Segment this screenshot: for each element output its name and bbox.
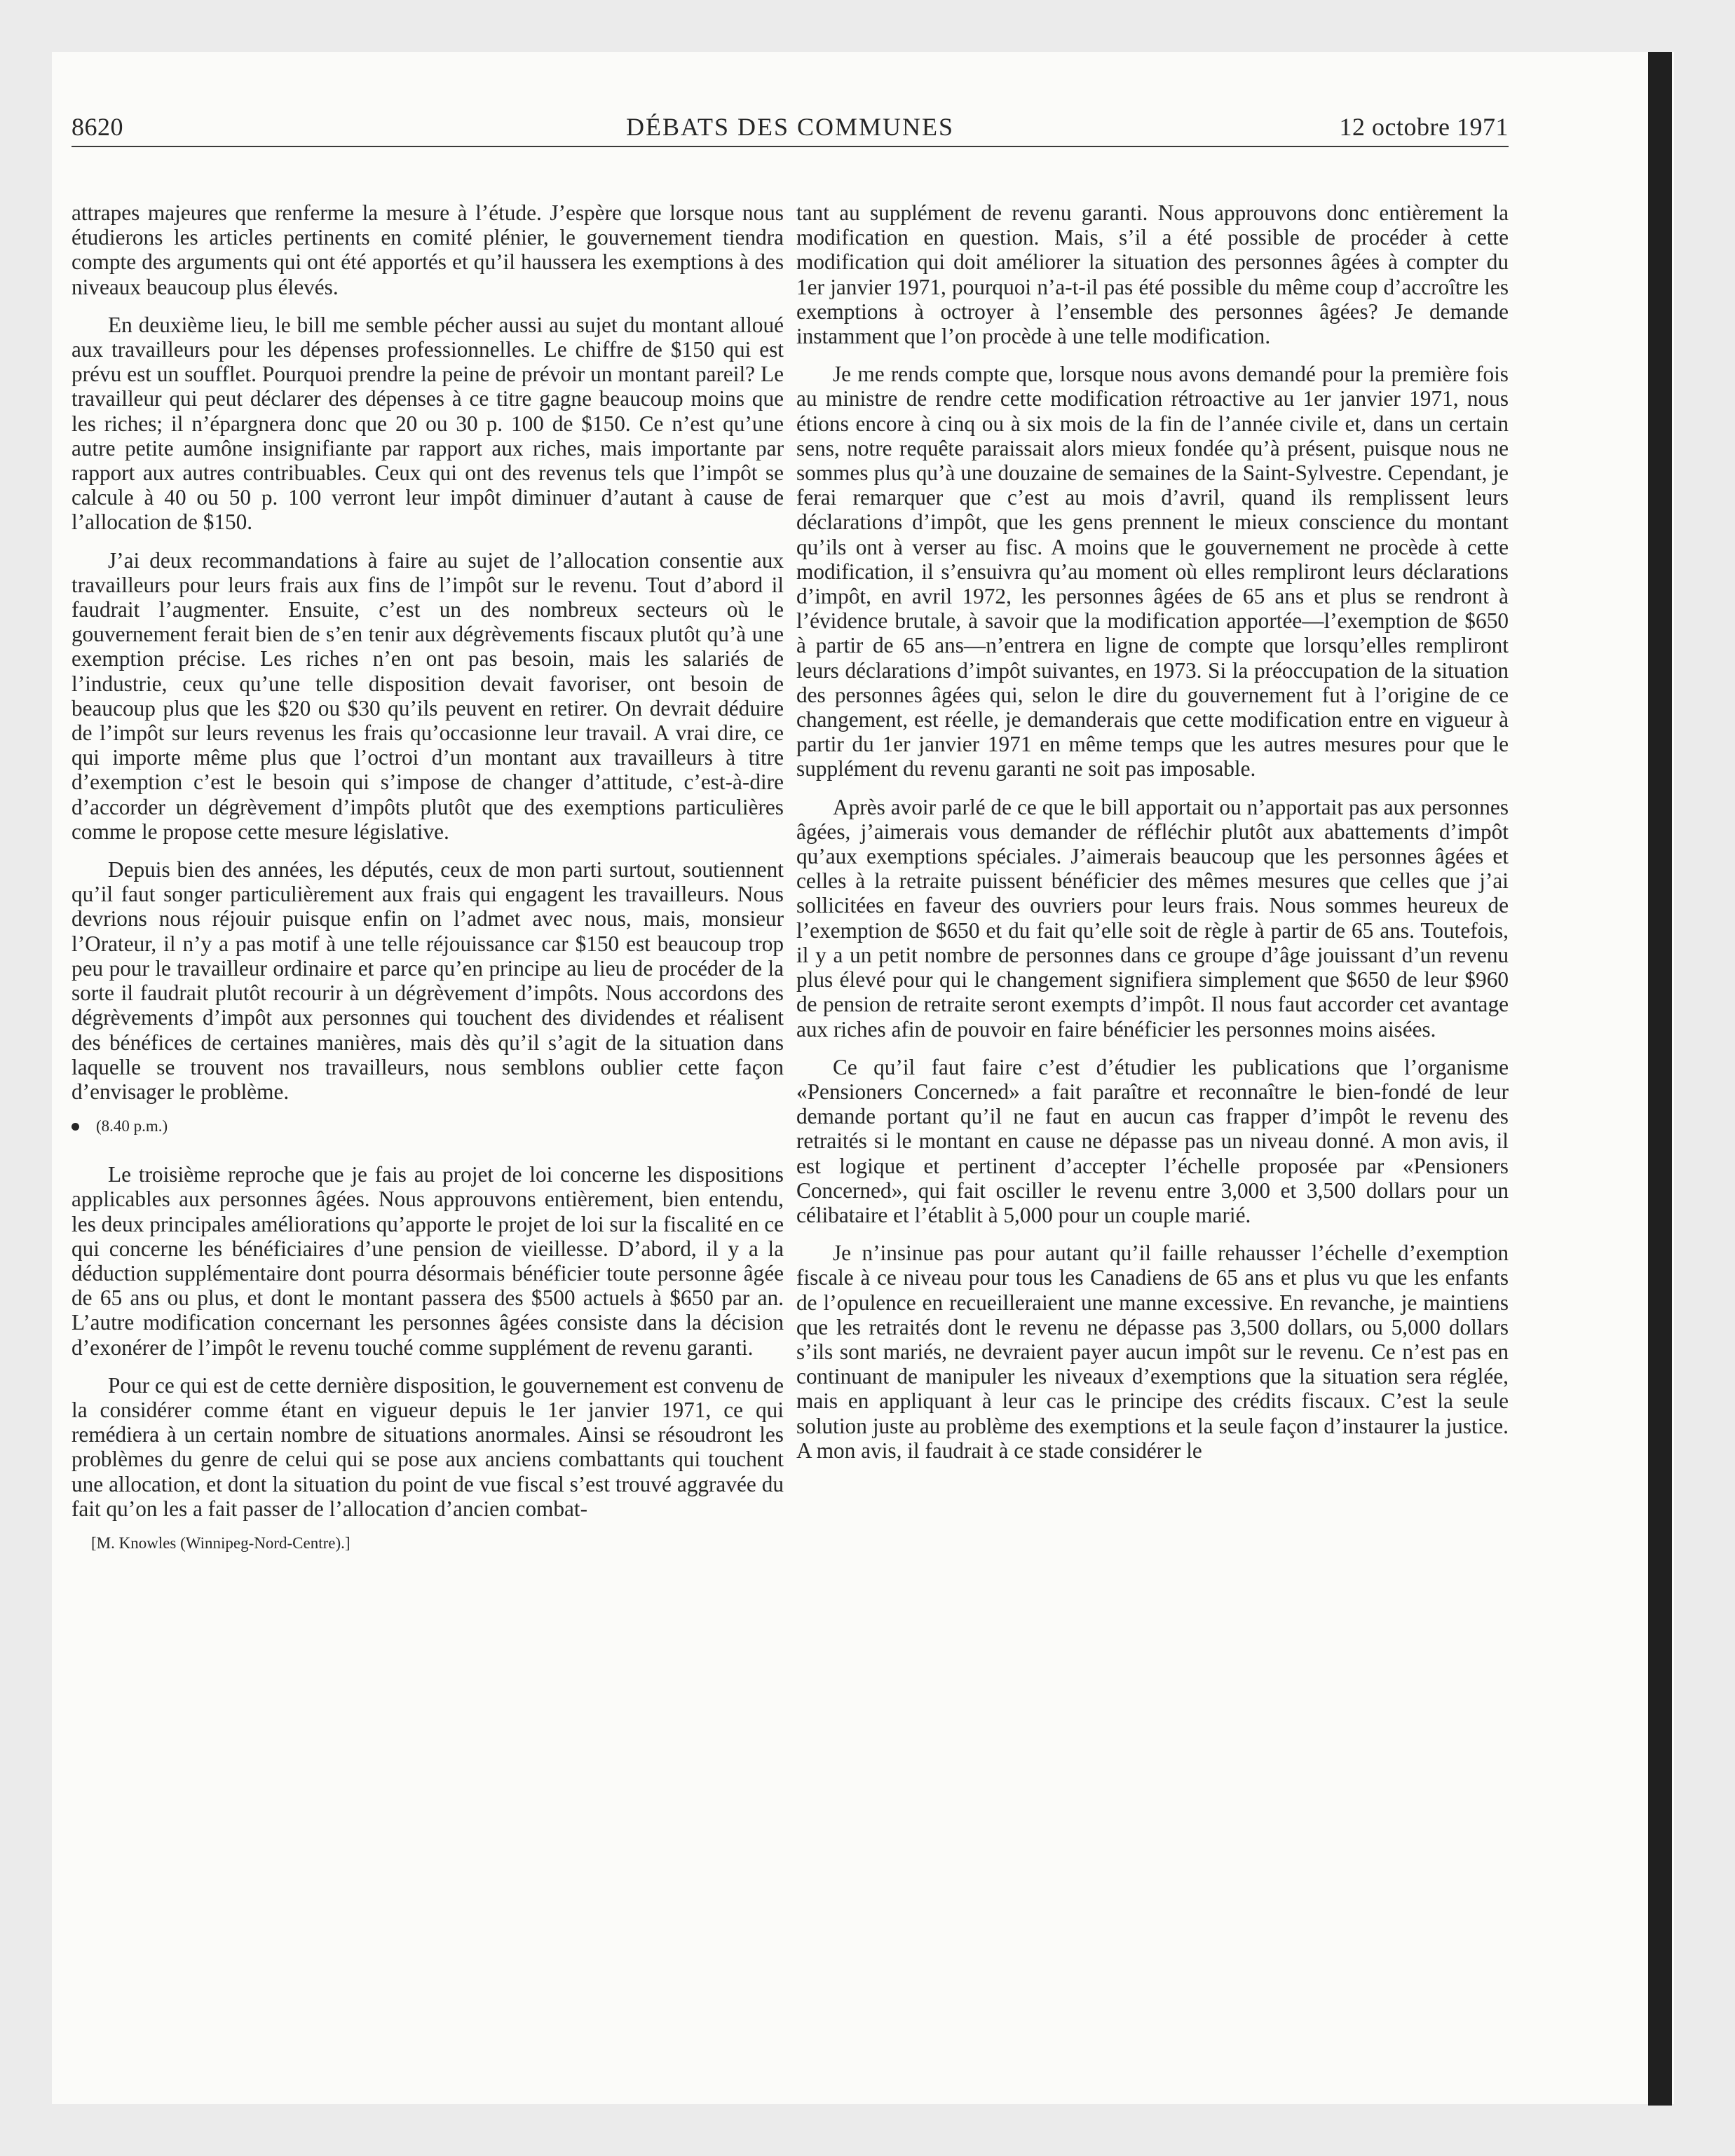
page-number: 8620 [72,113,123,141]
paragraph: Je n’insinue pas pour autant qu’il faille rehausser l’échelle d’exemption fiscale à ce niveau pour tous les Canadiens de 65 ans et plus vu que les enfants de l’opulence en recueilleraient une manne excessive. En revanche, je maintiens que les retraités dont le revenu ne dépasse pas 3,500 dollars, ou 5,000 dollars s’ils sont mariés, ne devraient payer aucun impôt sur le revenu. Ce n’est pas en continuant de manipuler les niveaux d’exemptions que la situation sera réglée, mais en appliquant à leur cas le principe des crédits fiscaux. C’est la seule solution juste au problème des exemptions et la seule façon d’instaurer la justice. A mon avis, il faudrait à ce stade considérer le [796,1241,1509,1463]
right-column [796,200,1509,1476]
paragraph: Depuis bien des années, les députés, ceux de mon parti surtout, soutiennent qu’il faut songer particulièrement aux frais qui engagent les travailleurs. Nous devrions nous réjouir puisque enfin on l’admet avec nous, mais, monsieur l’Orateur, il n’y a pas motif à une telle réjouissance car $150 est beaucoup trop peu pour le travailleur ordinaire et parce qu’en principe au lieu de procéder de la sorte il faudrait plutôt recourir à un dégrèvement d’impôts. Nous accordons des dégrèvements d’impôt aux personnes qui touchent des dividendes et réalisent des bénéfices de certaines manières, mais dès qu’il s’agit de la situation dans laquelle se trouvent nos travailleurs, nous semblons oublier cette façon d’envisager le problème. [72,857,784,1104]
running-header [72,112,1509,147]
time-marker-text: (8.40 p.m.) [96,1117,168,1135]
speaker-attribution: [M. Knowles (Winnipeg-Nord-Centre).] [91,1534,351,1552]
issue-date: 12 octobre 1971 [1339,113,1509,141]
bullet-icon [72,1123,79,1131]
left-column [72,200,784,1553]
paragraph: Après avoir parlé de ce que le bill apportait ou n’apportait pas aux personnes âgées, j’aimerais vous demander de réfléchir plutôt aux abattements d’impôt qu’aux exemptions spéciales. J’aimerais beaucoup que les personnes âgées et celles à la retraite puissent bénéficier des mêmes mesures que celles que j’ai sollicitées en faveur des ouvriers pour leurs frais. Nous sommes heureux de l’exemption de $650 et du fait qu’elle soit de règle à partir de 65 ans. Toutefois, il y a un petit nombre de personnes dans ce groupe d’âge jouissant d’un revenu plus élevé pour qui le changement signifiera simplement que $650 de leur $960 de pension de retraite seront exempts d’impôt. Il nous faut accorder cet avantage aux riches afin de pouvoir en faire bénéficier les personnes moins aisées. [796,794,1509,1042]
paragraph: Je me rends compte que, lorsque nous avons demandé pour la première fois au ministre de rendre cette modification rétroactive au 1er janvier 1971, nous étions encore à cinq ou à six mois de la fin de l’année civile et, dans un certain sens, notre requête paraissait alors mieux fondée qu’à présent, puisque nous ne sommes plus qu’à une douzaine de semaines de la Saint-Sylvestre. Cependant, je ferai remarquer que c’est au mois d’avril, quand ils remplissent leurs déclarations d’impôt, que les gens prennent le mieux conscience du montant qu’ils ont à verser au fisc. A moins que le gouvernement ne procède à cette modification, il s’ensuivra qu’au moment où elles rempliront leurs déclarations d’impôt, en avril 1972, les personnes âgées de 65 ans et plus se rendront à l’évidence brutale, à savoir que la modification apportée—l’exemption de $650 à partir de 65 ans—n’entrera en ligne de compte que lorsqu’elles rempliront leurs déclarations d’impôt suivantes, en 1973. Si la préoccupation de la situation des personnes âgées qui, selon le dire du gouvernement fut à l’origine de ce changement, est réelle, je demanderais que cette modification entre en vigueur à partir du 1er janvier 1971 en même temps que les autres mesures pour que le supplément du revenu garanti ne soit pas imposable. [796,362,1509,782]
paragraph: tant au supplément de revenu garanti. Nous approuvons donc entièrement la modification en question. Mais, s’il a été possible de procéder à cette modification qui doit améliorer la situation des personnes âgées à compter du 1er janvier 1971, pourquoi n’a-t-il pas été possible du même coup d’accroître les exemptions à octroyer à l’ensemble des personnes âgées? Je demande instamment que l’on procède à une telle modification. [796,200,1509,349]
paragraph: Pour ce qui est de cette dernière disposition, le gouvernement est convenu de la considérer comme étant en vigueur depuis le 1er janvier 1971, ce qui remédiera à un certain nombre de situations anormales. Ainsi se résoudront les problèmes du genre de celui qui se pose aux anciens combattants qui touchent une allocation, et dont la situation du point de vue fiscal s’est trouvé aggravée du fait qu’on les a fait passer de l’allocation d’ancien combat- [72,1372,784,1521]
paragraph: Le troisième reproche que je fais au projet de loi concerne les dispositions applicables aux personnes âgées. Nous approuvons entièrement, bien entendu, les deux principales améliorations qu’apporte le projet de loi sur la fiscalité en ce qui concerne les bénéficiaires d’une pension de vieillesse. D’abord, il y a la déduction supplémentaire dont pourra désormais bénéficier toute personne âgée de 65 ans ou plus, et dont le montant passera des $500 actuels à $650 par an. L’autre modification concernant les personnes âgées consiste dans la décision d’exonérer de l’impôt le revenu touché comme supplément de revenu garanti. [72,1162,784,1360]
header-rule [72,146,1509,147]
time-marker [72,1117,784,1135]
paragraph: attrapes majeures que renferme la mesure à l’étude. J’espère que lorsque nous étudierons les articles pertinents en comité plénier, le gouvernement tiendra compte des arguments qui ont été apportés et qu’il haussera les exemptions à des niveaux beaucoup plus élevés. [72,200,784,299]
paragraph: Ce qu’il faut faire c’est d’étudier les publications que l’organisme «Pensioners Concerned» a fait paraître et reconnaître le bien-fondé de leur demande portant qu’il ne faut en aucun cas frapper d’impôt le revenu des retraités si le montant en cause ne dépasse pas un niveau donné. A mon avis, il est logique et pertinent d’accepter l’échelle proposée par «Pensioners Concerned», qui fait osciller le revenu entre 3,000 et 3,500 dollars pour un célibataire et l’établit à 5,000 pour un couple marié. [796,1054,1509,1227]
paragraph: J’ai deux recommandations à faire au sujet de l’allocation consentie aux travailleurs pour leurs frais aux fins de l’impôt sur le revenu. Tout d’abord il faudrait l’augmenter. Ensuite, c’est un des nombreux secteurs où le gouvernement ferait bien de s’en tenir aux dégrèvements fiscaux plutôt qu’à une exemption précise. Les riches n’en ont pas besoin, mais les salariés de l’industrie, ceux qu’une telle disposition devait favoriser, ont besoin de beaucoup plus que les $20 ou $30 qu’ils peuvent en retirer. On devrait déduire de l’impôt sur leurs revenus les frais qu’occasionne leur travail. A vrai dire, ce qui importe même plus que l’octroi d’un montant aux travailleurs à titre d’exemption c’est le besoin qui s’impose de changer d’attitude, c’est-à-dire d’accorder un dégrèvement d’impôts plutôt que des exemptions particulières comme le propose cette mesure législative. [72,547,784,844]
journal-title: DÉBATS DES COMMUNES [625,113,955,141]
scan-edge-shadow [1648,52,1672,2106]
paragraph: En deuxième lieu, le bill me semble pécher aussi au sujet du montant alloué aux travailleurs pour les dépenses professionnelles. Le chiffre de $150 qui est prévu est un soufflet. Pourquoi prendre la peine de prévoir un montant pareil? Le travailleur qui peut déclarer des dépenses à ce titre gagne beaucoup moins que les riches; il n’épargnera donc que 20 ou 30 p. 100 de $150. Ce n’est qu’une autre petite aumône insignifiante par rapport aux riches, mais importante par rapport aux autres contribuables. Ceux qui ont des revenus tels que l’impôt se calcule à 40 ou 50 p. 100 verront leur impôt diminuer d’autant à cause de l’allocation de $150. [72,312,784,535]
